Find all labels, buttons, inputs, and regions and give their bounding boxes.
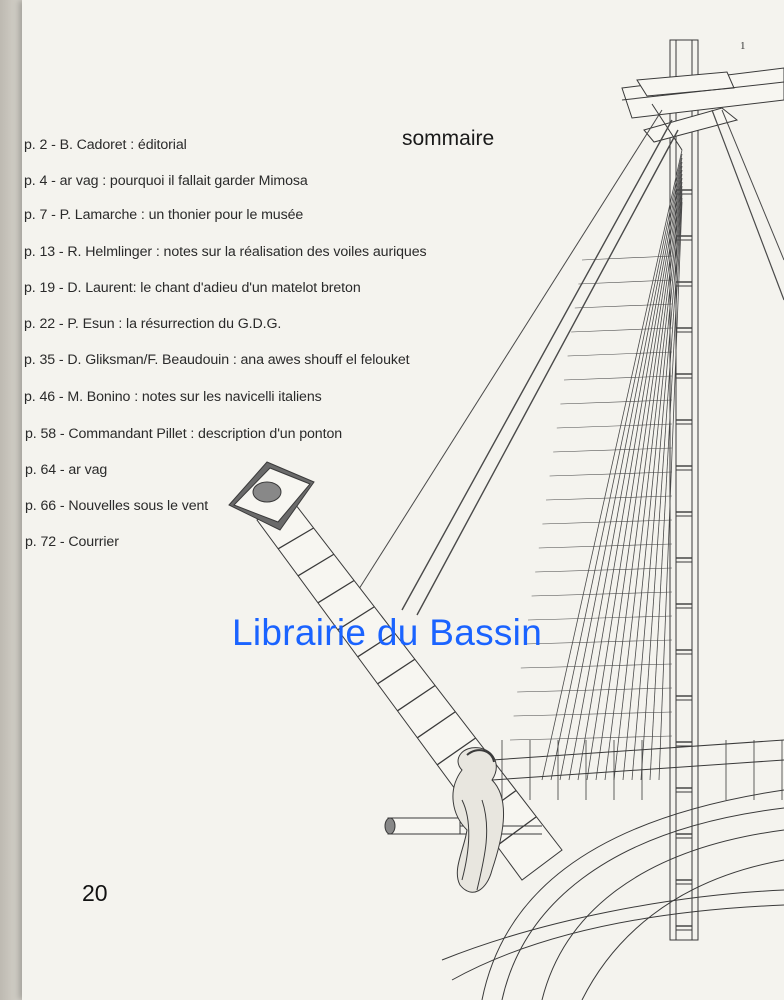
toc-item (25, 426, 342, 442)
toc-item (24, 389, 322, 405)
toc-item (24, 137, 187, 153)
toc-entry-text: - P. Esun : la résurrection du G.D.G. (58, 316, 282, 332)
toc-entry-text: - ar vag (59, 462, 108, 478)
toc-page-ref: p. 64 (25, 462, 57, 478)
toc-item (24, 280, 361, 296)
toc-item (24, 244, 426, 260)
toc-item (24, 316, 281, 332)
toc-entry-text: - Courrier (59, 534, 119, 550)
toc-page-ref: p. 35 (24, 352, 56, 368)
toc-entry-text: - D. Laurent: le chant d'adieu d'un matelot breton (58, 280, 361, 296)
toc-page-ref: p. 66 (25, 498, 57, 514)
watermark-text: Librairie du Bassin (232, 612, 543, 653)
toc-item (25, 534, 119, 550)
toc-item (24, 207, 303, 223)
crosstree-drawing (622, 68, 784, 150)
page-binding (0, 0, 22, 1000)
toc-page-ref: p. 46 (24, 389, 56, 405)
toc-entry-text: - ar vag : pourquoi il fallait garder Mimosa (51, 173, 308, 189)
toc-page-ref: p. 2 (24, 137, 48, 153)
toc-entry-text: - M. Bonino : notes sur les navicelli italiens (58, 389, 322, 405)
toc-page-ref: p. 7 (24, 207, 48, 223)
magazine-page (22, 0, 784, 1000)
toc-page-ref: p. 4 (24, 173, 48, 189)
toc-item (24, 173, 308, 189)
toc-page-ref: p. 72 (25, 534, 57, 550)
toc-entry-text: - D. Gliksman/F. Beaudouin : ana awes shouff el felouket (58, 352, 410, 368)
bowsprit-drawing (229, 462, 562, 880)
page-title: sommaire (402, 127, 495, 150)
toc-entry-text: - Nouvelles sous le vent (59, 498, 209, 514)
page-number: 1 (740, 40, 746, 52)
toc-page-ref: p. 58 (25, 426, 57, 442)
toc-item (25, 462, 107, 478)
hull-drawing (385, 740, 784, 1000)
toc-entry-text: - Commandant Pillet : description d'un ponton (59, 426, 343, 442)
toc-page-ref: p. 13 (24, 244, 56, 260)
toc-item (24, 352, 410, 368)
toc-entry-text: - B. Cadoret : éditorial (51, 137, 187, 153)
toc-entry-text: - R. Helmlinger : notes sur la réalisation des voiles auriques (58, 244, 427, 260)
toc-page-ref: p. 22 (24, 316, 56, 332)
mast-drawing (670, 40, 698, 940)
toc-entry-text: - P. Lamarche : un thonier pour le musée (51, 207, 304, 223)
toc-page-ref: p. 19 (24, 280, 56, 296)
toc-item (25, 498, 208, 514)
issue-number: 20 (82, 880, 108, 906)
